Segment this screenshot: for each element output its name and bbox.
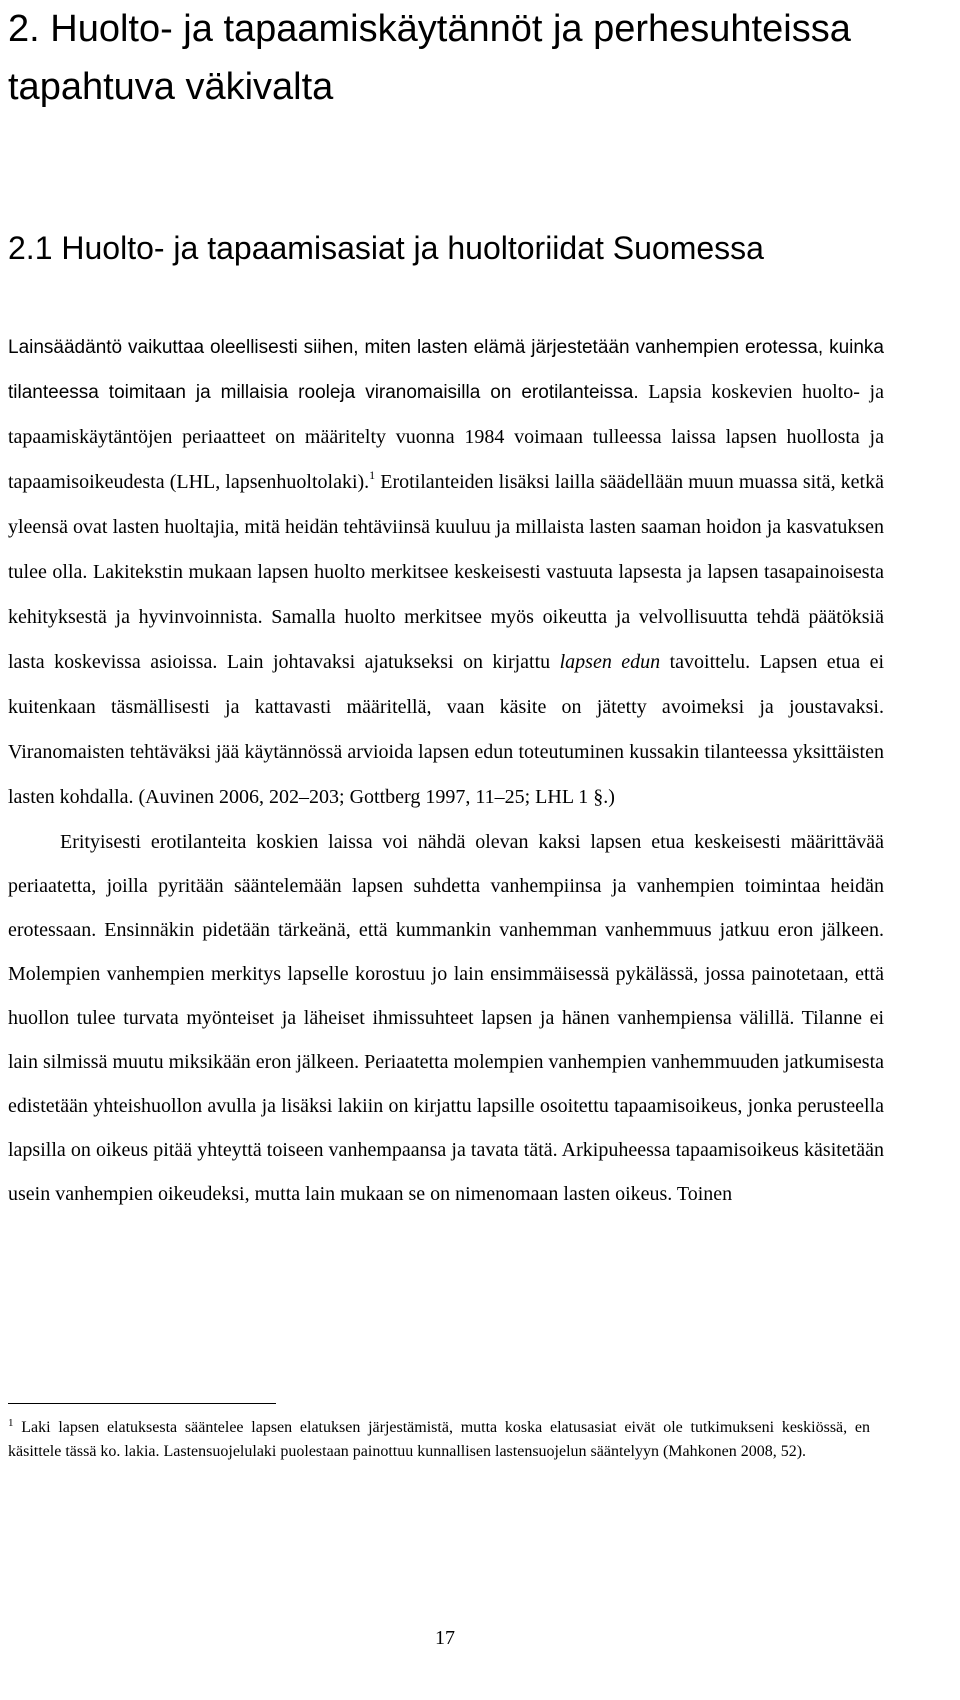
paragraph-1-part-4: tavoittelu. Lapsen etua ei kuitenkaan täsmällisesti ja kattavasti määritellä, vaan käsite on jätetty avoimeksi ja joustavaksi. Viranomaisten tehtäväksi jää käytännössä arvioida lapsen edun toteutuminen kussakin tilanteessa yksittäisten lasten kohdalla. (Auvinen 2006, 202–203; Gottberg 1997, 11–25; LHL 1 §.) — [8, 651, 885, 808]
paragraph-2: Erityisesti erotilanteita koskien laissa voi nähdä olevan kaksi lapsen etua keskeisesti määrittävää periaatetta, joilla pyritään sääntelemään lapsen suhdetta vanhempiinsa ja vanhempien toimintaa heidän erotessaan. Ensinnäkin pidetään tärkeänä, että kummankin vanhemman vanhemmuus jatkuu eron jälkeen. Molempien vanhempien merkitys lapselle korostuu jo lain ensimmäisessä pykälässä, jossa painotetaan, että huollon tulee turvata myönteiset ja läheiset ihmissuhteet lapsen ja hänen vanhempiensa välillä. Tilanne ei lain silmissä muutu miksikään eron jälkeen. Periaatetta molempien vanhempien vanhemmuuden jatkumisesta edistetään yhteishuollon avulla ja lisäksi lakiin on kirjattu lapsille osoitettu tapaamisoikeus, jonka perusteella lapsilla on oikeus pitää yhteyttä toiseen vanhempaansa ja tavata tätä. Arkipuheessa tapaamisoikeus käsitetään usein vanhempien oikeudeksi, mutta lain mukaan se on nimenomaan lasten oikeus. Toinen — [8, 831, 884, 1205]
footnote-separator — [8, 1403, 276, 1404]
footnote — [8, 1416, 870, 1464]
footnote-text: Laki lapsen elatuksesta sääntelee lapsen elatuksen järjestämistä, mutta koska elatusasiat eivät ole tutkimukseni keskiössä, en käsittele tässä ko. lakia. Lastensuojelulaki puolestaan painottuu kunnallisen lastensuojelun sääntelyyn (Mahkonen 2008, 52). — [8, 1419, 870, 1460]
body-text — [8, 326, 884, 1216]
paragraph-1-part-3: Erotilanteiden lisäksi lailla säädellään muun muassa sitä, ketkä yleensä ovat lasten huoltajia, mitä heidän tehtäviinsä kuuluu ja millaista lasten saaman hoidon ja kasvatuksen tulee olla. Lakitekstin mukaan lapsen huolto merkitsee keskeisesti vastuuta lapsesta ja lapsen tasapainoisesta kehityksestä ja hyvinvoinnista. Samalla huolto merkitsee myös oikeutta ja velvollisuutta tehdä päätöksiä lasta koskevissa asioissa. Lain johtavaksi ajatukseksi on kirjattu — [8, 471, 884, 673]
paragraph-1-part-2: Lapsia koskevien huolto- ja tapaamiskäytäntöjen periaatteet on määritelty vuonna 1984 voimaan tulleessa laissa lapsen huollosta ja tapaamisoikeudesta (LHL, lapsenhuoltolaki). — [8, 381, 884, 493]
section-title: 2.1 Huolto- ja tapaamisasiat ja huoltoriidat Suomessa — [8, 230, 764, 266]
chapter-title: 2. Huolto- ja tapaamiskäytännöt ja perhesuhteissa tapahtuva väkivalta — [8, 8, 851, 108]
paragraph-1 — [8, 326, 884, 820]
paragraph-1-part-1: Lainsäädäntö vaikuttaa oleellisesti siihen, miten lasten elämä järjestetään vanhempien erotessa, kuinka tilanteessa toimitaan ja millaisia rooleja viranomaisilla on erotilanteissa. — [8, 337, 884, 403]
footnote-reference: 1 — [369, 468, 376, 482]
emphasis-lapsen-edun: lapsen edun — [559, 651, 661, 673]
page-number: 17 — [435, 1627, 455, 1649]
footnote-marker: 1 — [8, 1417, 14, 1429]
